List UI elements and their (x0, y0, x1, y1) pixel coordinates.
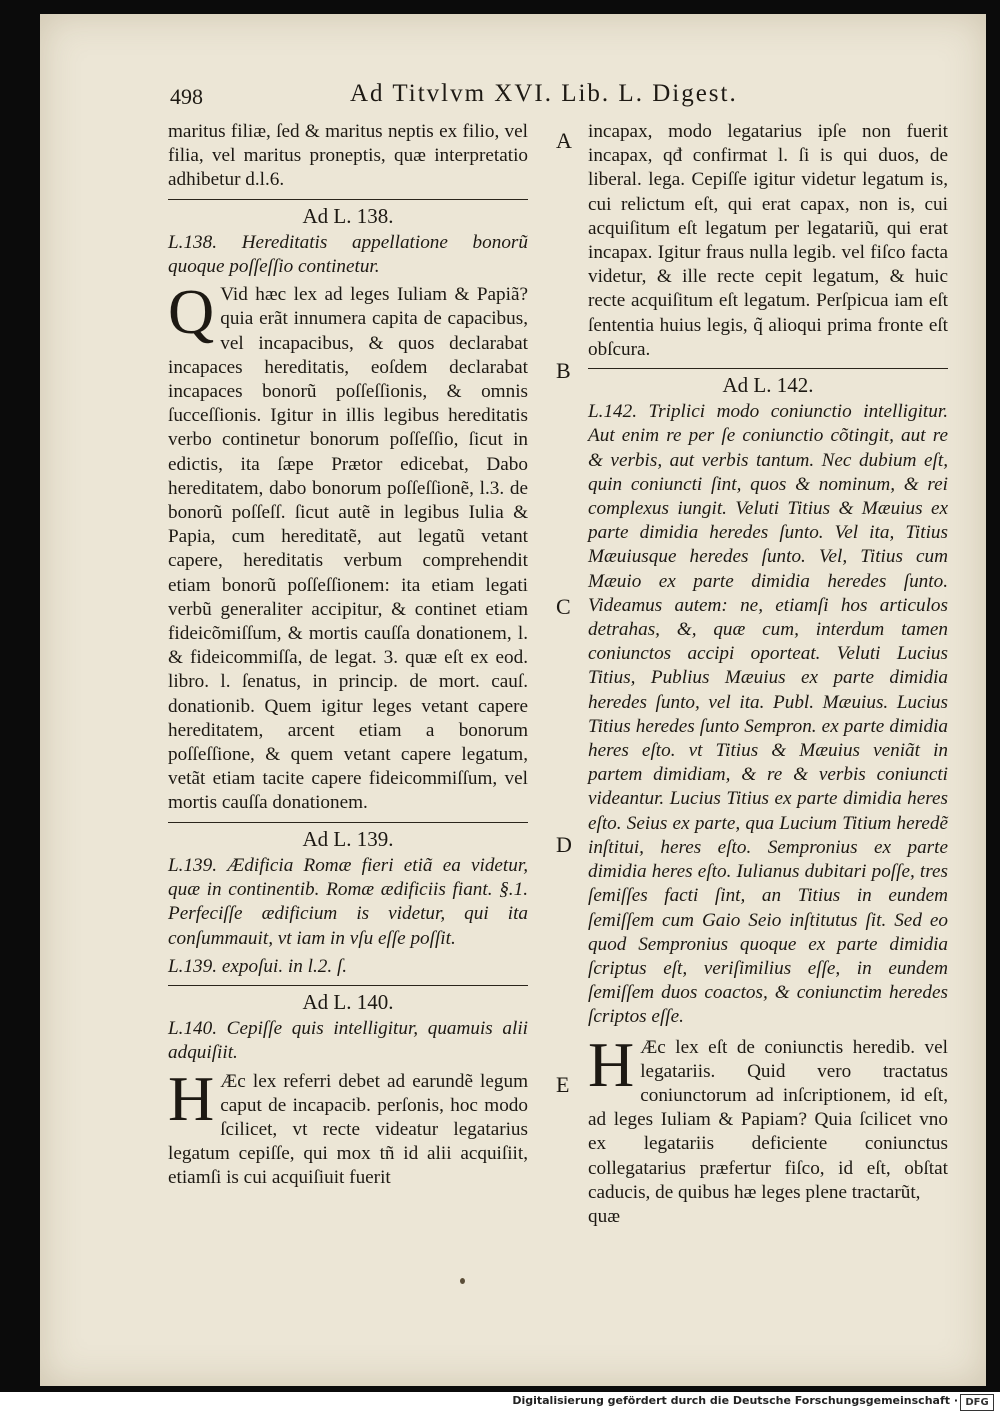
lemma-138: L.138. Hereditatis appellatione bonorũ quoque poſſeſſio continetur. (168, 231, 528, 278)
section-rule (168, 822, 528, 823)
right-column (588, 120, 948, 1229)
margin-letter-e: E (556, 1072, 570, 1097)
catchword: quæ (588, 1205, 620, 1227)
left-column (168, 120, 528, 1191)
right-intro: incapax, modo legatarius ipſe non fuerit incapax, qđ confirmat l. ſi is qui duos, de liberal. lega. Cepiſſe igitur videtur legatum is, cui relictum eſt, qui erat capax, non is, cui acquiſitum eſt legatum per legatariũ, qui erat incapax. Igitur fraus nulla legib. vel fiſco facta videtur, & ille recte cepit legatum, & huic recte acquiſitum eſt legatum. Perſpicua iam eſt ſententia huius legis, q̃ alioqui prima fronte eſt obſcura. (588, 121, 948, 360)
section-rule (588, 368, 948, 369)
dfg-logo: DFG (960, 1394, 994, 1411)
commentary-142 (588, 1028, 948, 1205)
section-rule (168, 199, 528, 200)
lemma-139: L.139. Ædificia Romæ fieri etiã ea videtur, quæ in continentib. Romæ ædificiis fiant. §.1. Perfeciſſe ædificium is videtur, qui ita conſummauit, vt iam in vſu eſſe poſſit. (168, 854, 528, 949)
margin-letter-d: D (556, 832, 572, 857)
section-heading-139: Ad L. 139. (302, 826, 394, 851)
lemma-140: L.140. Cepiſſe quis intelligitur, quamuis alii adquiſiit. (168, 1018, 528, 1064)
drop-cap: H (588, 1028, 635, 1100)
funding-credit: Digitalisierung gefördert durch die Deutsche Forschungsgemeinschaft · (512, 1394, 958, 1407)
commentary-140-text: Æc lex referri debet ad earundẽ legum caput de incapacib. perſonis, hoc modo ſcilicet, vt recte videatur legatarius legatum cepiſſe, qui mox tñ id alii acquiſiit, etiamſi is cui acquiſiuit fuerit (168, 1070, 528, 1189)
footer-bar (0, 1392, 1000, 1412)
drop-cap: Q (168, 276, 215, 348)
drop-cap: H (168, 1062, 215, 1134)
section-heading-138: Ad L. 138. (302, 203, 394, 228)
section-heading-142: Ad L. 142. (722, 373, 814, 398)
margin-letter-a: A (556, 128, 572, 153)
commentary-142-text: Æc lex eſt de coniunctis heredib. vel legatariis. Quid vero tractatus coniunctorum ad inſcriptionem, id eſt, ad leges Iuliam & Papiam? Quia ſcilicet vno ex legatariis deficiente coniunctus collegatarius præfertur fiſco, id eſt, obſtat caducis, de quibus hæ leges plene tractarũt, (588, 1036, 948, 1203)
commentary-140 (168, 1062, 528, 1191)
left-intro: maritus filiæ, ſed & maritus neptis ex filio, vel filia, vel maritus proneptis, quæ interpretatio adhibetur d.l.6. (168, 121, 528, 191)
lemma-142: L.142. Triplici modo coniunctio intelligitur. Aut enim re per ſe coniunctio cõtingit, aut re & verbis, aut verbis tantum. Nec dubium eſt, quin coniuncti ſint, quos & nominum, & rei complexus iungit. Veluti Titius & Mæuius ex parte dimidia heredes ſunto. Vel ita, Titius Mæuiusque heredes ſunto. Vel, Titius cum Mæuio ex parte dimidia heredes ſunto. Videamus autem: ne, etiamſi hos articulos detrahas, &, quæ cum, interdum tamen coniunctos accipi oporteat. Veluti Lucius Titius, Publius Mæuius ex parte dimidia heredes ſunto, vel ita. Publ. Mæuius. Lucius Titius heredes ſunto Sempron. ex parte dimidia heres eſto. vt Titius & Mæuius veniãt in partem dimidiam, & re & verbis coniuncti videantur. Lucius Titius ex parte dimidia heres eſto. Seius ex parte, qua Lucium Titium heredẽ inſtitui, heres eſto. Sempronius ex parte dimidia heres eſto. Iulianus dubitari poſſe, tres ſemiſſes facti ſint, an Titius in eundem ſemiſſem cum Gaio Seio inſtitutus ſit. Sed eo quod Sempronius quoque ex parte dimidia ſcriptus eſt, veriſimilius eſſe, in eundem ſemiſſem duos coactos, & coniunctim heredes ſcriptos eſſe. (588, 401, 948, 1028)
running-title: Ad Titvlvm XVI. Lib. L. Digest. (350, 80, 738, 107)
page-number: 498 (170, 84, 203, 109)
commentary-138 (168, 276, 528, 815)
commentary-138-text: Vid hæc lex ad leges Iuliam & Papiã? quia erãt innumera capita de capacibus, vel incapacibus, & quos declarabat incapaces hereditatis, eoſdem declarabat incapaces bonorũ poſſeſſionis, & omnis ſucceſſionis. Igitur in illis legibus hereditatis verbo continetur bonorum poſſeſſio, ſicut in edictis, ita ſæpe Prætor edicebat, Dabo hereditatem, dabo bonorum poſſeſſionẽ, l.3. de bonorũ poſſeſſ. ſicut autẽ in legibus Iulia & Papia, cum hereditatẽ, aut legatũ vetant capere, hereditatis verbum comprehendit etiam bonorũ poſſeſſionem: ita etiam legati verbũ generaliter accipitur, & continet etiam fideicõmiſſum, & mortis cauſſa donationem, l. & fideicommiſſa, de legat. 3. quæ eſt ex eod. libro. l. ſenatus, in princip. de mort. cauſ. donationib. Quem igitur leges vetant capere hereditatem, arcent etiam a bonorum poſſeſſione, & quem vetant capere legatum, vetãt etiam tacite capere fideicommiſſum, vel mortis cauſſa donationem. (168, 284, 528, 814)
section-rule (168, 985, 528, 986)
margin-letter-b: B (556, 358, 571, 383)
section-heading-140: Ad L. 140. (302, 989, 394, 1014)
ink-spot (460, 1278, 465, 1284)
note-139: L.139. expoſui. in l.2. ſ. (168, 955, 348, 977)
margin-letter-c: C (556, 594, 571, 619)
